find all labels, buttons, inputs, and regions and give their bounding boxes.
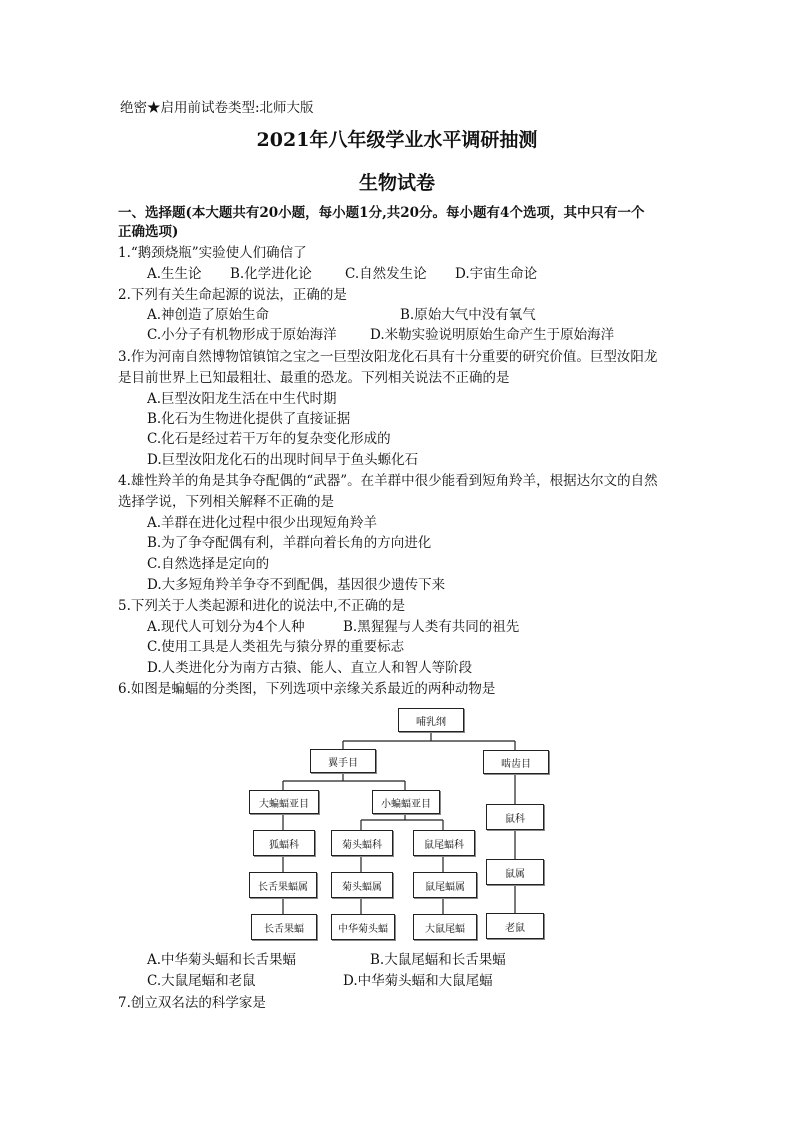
question-4-stem-line2: 选择学说，下列相关解释不正确的是 bbox=[118, 494, 334, 510]
tree-node-species-1: 长舌果蝠 bbox=[251, 914, 317, 940]
header-note: 绝密★启用前试卷类型:北师大版 bbox=[120, 100, 314, 116]
q1-option-d: D.宇宙生命论 bbox=[455, 266, 538, 282]
exam-title: 2021年八年级学业水平调研抽测 bbox=[256, 129, 538, 151]
question-2-stem: 2.下列有关生命起源的说法，正确的是 bbox=[118, 287, 347, 303]
tree-node-suborder-small: 小蝙蝠亚目 bbox=[372, 790, 440, 814]
tree-node-genus-3: 鼠尾蝠属 bbox=[413, 872, 477, 898]
tree-node-root: 哺乳纲 bbox=[398, 708, 464, 732]
tree-node-order-left: 翼手目 bbox=[310, 749, 376, 773]
q3-option-c: C.化石是经过若干万年的复杂变化形成的 bbox=[147, 431, 391, 447]
tree-node-species-3: 大鼠尾蝠 bbox=[413, 914, 477, 940]
q4-option-c: C.自然选择是定向的 bbox=[147, 556, 270, 572]
q2-option-a: A.神创造了原始生命 bbox=[147, 307, 270, 323]
tree-node-genus-4: 鼠属 bbox=[486, 859, 544, 885]
q5-option-c: C.使用工具是人类祖先与猿分界的重要标志 bbox=[147, 639, 405, 655]
q3-option-b: B.化石为生物进化提供了直接证据 bbox=[147, 411, 351, 427]
tree-node-family-1: 狐蝠科 bbox=[253, 830, 315, 856]
tree-node-species-4: 老鼠 bbox=[486, 913, 544, 939]
q6-option-b: B.大鼠尾蝠和长舌果蝠 bbox=[370, 952, 506, 968]
q3-option-d: D.巨型汝阳龙化石的出现时间早于鱼头螈化石 bbox=[147, 452, 419, 468]
question-3-stem-line2: 是目前世界上已知最粗壮、最重的恐龙。下列相关说法不正确的是 bbox=[118, 370, 510, 386]
q6-option-d: D.中华菊头蝠和大鼠尾蝠 bbox=[343, 973, 493, 989]
question-3-stem-line1: 3.作为河南自然博物馆镇馆之宝之一巨型汝阳龙化石具有十分重要的研究价值。巨型汝阳龙 bbox=[118, 349, 658, 365]
q2-option-c: C.小分子有机物形成于原始海洋 bbox=[147, 327, 337, 343]
tree-node-species-2: 中华菊头蝠 bbox=[331, 914, 395, 940]
tree-node-family-4: 鼠科 bbox=[486, 804, 544, 830]
question-1-stem: 1.“鹅颈烧瓶”实验使人们确信了 bbox=[118, 245, 307, 261]
tree-node-genus-1: 长舌果蝠属 bbox=[249, 872, 317, 898]
q5-option-d: D.人类进化分为南方古猿、能人、直立人和智人等阶段 bbox=[147, 660, 473, 676]
tree-node-suborder-big: 大蝙蝠亚目 bbox=[249, 790, 319, 814]
section-heading-line2: 正确选项) bbox=[118, 224, 179, 240]
q2-option-d: D.米勒实验说明原始生命产生于原始海洋 bbox=[370, 327, 615, 343]
question-4-stem-line1: 4.雄性羚羊的角是其争夺配偶的“武器”。在羊群中很少能看到短角羚羊，根据达尔文的自然 bbox=[118, 473, 658, 489]
exam-subtitle: 生物试卷 bbox=[358, 172, 435, 194]
q4-option-a: A.羊群在进化过程中很少出现短角羚羊 bbox=[147, 515, 378, 531]
q6-option-a: A.中华菊头蝠和长舌果蝠 bbox=[147, 952, 297, 968]
question-6-stem: 6.如图是蝙蝠的分类图，下列选项中亲缘关系最近的两种动物是 bbox=[118, 681, 496, 697]
q4-option-b: B.为了争夺配偶有利，羊群向着长角的方向进化 bbox=[147, 535, 432, 551]
q1-option-b: B.化学进化论 bbox=[230, 266, 312, 282]
tree-node-genus-2: 菊头蝠属 bbox=[331, 872, 393, 898]
q6-option-c: C.大鼠尾蝠和老鼠 bbox=[147, 973, 256, 989]
tree-node-order-right: 啮齿目 bbox=[483, 750, 549, 774]
q1-option-a: A.生生论 bbox=[147, 266, 202, 282]
q3-option-a: A.巨型汝阳龙生活在中生代时期 bbox=[147, 391, 337, 407]
q2-option-b: B.原始大气中没有氧气 bbox=[400, 307, 536, 323]
q5-option-b: B.黑猩猩与人类有共同的祖先 bbox=[343, 619, 520, 635]
question-7-stem: 7.创立双名法的科学家是 bbox=[118, 995, 266, 1011]
tree-node-family-3: 鼠尾蝠科 bbox=[413, 830, 475, 856]
q1-option-c: C.自然发生论 bbox=[345, 266, 427, 282]
q4-option-d: D.大多短角羚羊争夺不到配偶，基因很少遗传下来 bbox=[147, 577, 446, 593]
q5-option-a: A.现代人可划分为4个人种 bbox=[147, 619, 305, 635]
question-5-stem: 5.下列关于人类起源和进化的说法中,不正确的是 bbox=[118, 598, 406, 614]
section-heading-line1: 一、选择题(本大题共有20小题，每小题1分,共20分。每小题有4个选项，其中只有一个 bbox=[118, 205, 645, 221]
tree-node-family-2: 菊头蝠科 bbox=[331, 830, 393, 856]
